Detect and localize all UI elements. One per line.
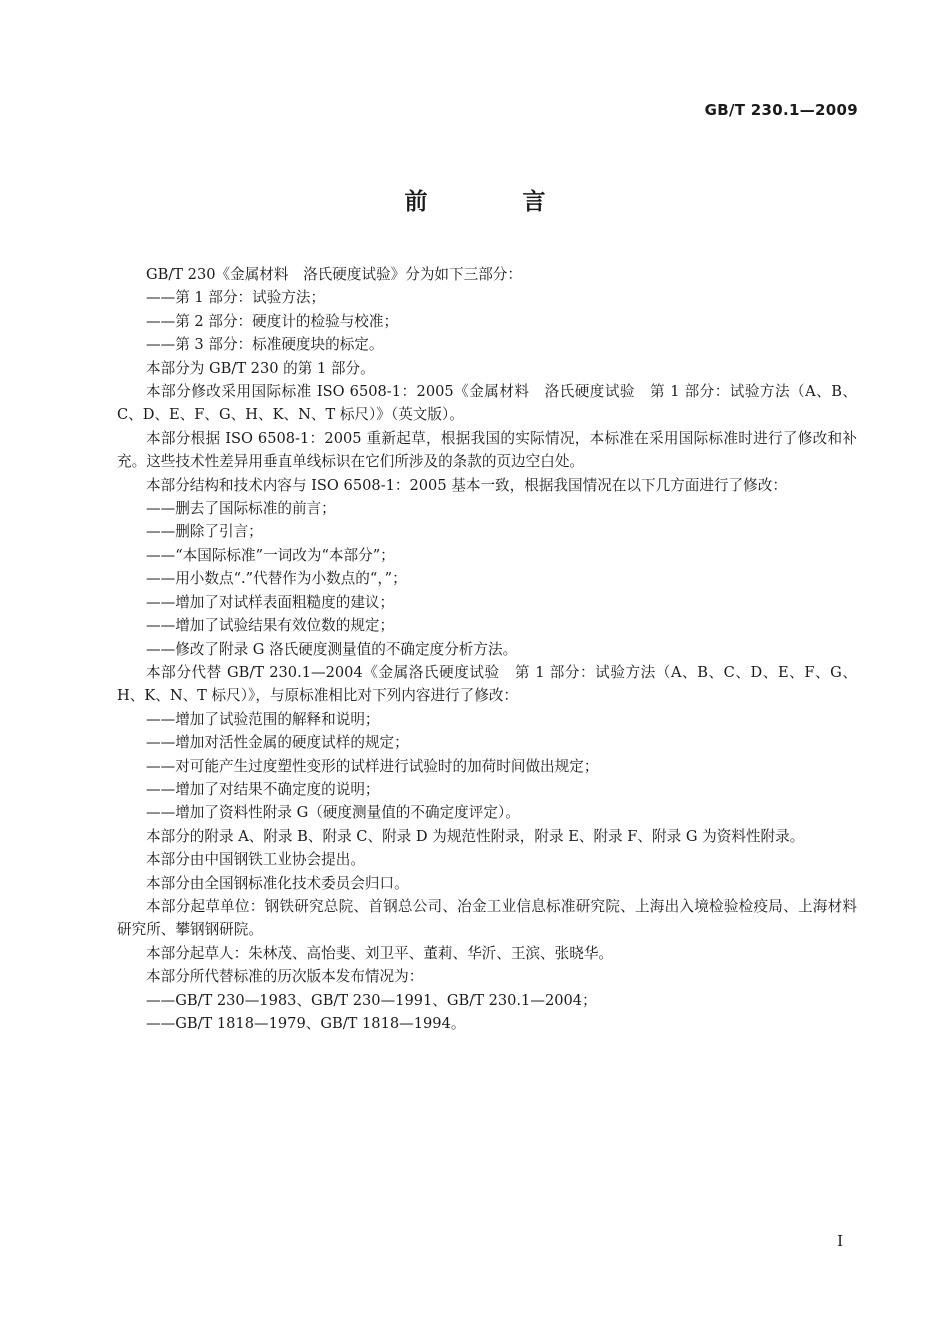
standard-number: GB/T 230.1—2009 xyxy=(704,101,858,119)
paragraph: 本部分由中国钢铁工业协会提出。 xyxy=(146,851,365,869)
paragraph: 本部分代替 GB/T 230.1—2004《金属洛氏硬度试验 第 1 部分：试验方法（A、B、C、D、E、F、G、H、K、N、T 标尺）》，与原标准相比对下列内容进行了修改： xyxy=(117,663,857,705)
foreword-body xyxy=(117,263,857,1035)
list-item: ——增加了资料性附录 G（硬度测量值的不确定度评定）。 xyxy=(146,804,520,822)
paragraph: 本部分的附录 A、附录 B、附录 C、附录 D 为规范性附录，附录 E、附录 F、附录 G 为资料性附录。 xyxy=(146,827,805,845)
paragraph: 本部分修改采用国际标准 ISO 6508-1：2005《金属材料 洛氏硬度试验 第 1 部分：试验方法（A、B、C、D、E、F、G、H、K、N、T 标尺）》（英文版）。 xyxy=(117,383,857,424)
list-item: ——删去了国际标准的前言； xyxy=(146,500,336,518)
list-item: ——第 1 部分：试验方法； xyxy=(146,289,326,307)
list-item: ——GB/T 1818—1979、GB/T 1818—1994。 xyxy=(146,1015,466,1032)
paragraph: 本部分结构和技术内容与 ISO 6508-1：2005 基本一致，根据我国情况在以下几方面进行了修改： xyxy=(146,476,787,494)
list-item: ——删除了引言； xyxy=(146,523,263,541)
paragraph: 本部分起草单位：钢铁研究总院、首钢总公司、冶金工业信息标准研究院、上海出入境检验检疫局、上海材料研究所、攀钢钢研院。 xyxy=(117,897,857,939)
list-item: ——对可能产生过度塑性变形的试样进行试验时的加荷时间做出规定； xyxy=(146,757,599,775)
page-number: I xyxy=(837,1232,843,1250)
list-item: ——GB/T 230—1983、GB/T 230—1991、GB/T 230.1—2004； xyxy=(146,991,597,1009)
paragraph: 本部分为 GB/T 230 的第 1 部分。 xyxy=(146,359,375,377)
list-item: ——增加了对试样表面粗糙度的建议； xyxy=(146,593,395,611)
list-item: ——修改了附录 G 洛氏硬度测量值的不确定度分析方法。 xyxy=(146,640,518,658)
list-item: ——增加了对结果不确定度的说明； xyxy=(146,780,380,798)
paragraph: 本部分由全国钢标准化技术委员会归口。 xyxy=(146,874,409,892)
list-item: ——第 2 部分：硬度计的检验与校准； xyxy=(146,312,399,330)
list-item: ——增加了试验范围的解释和说明； xyxy=(146,710,380,728)
list-item: ——第 3 部分：标准硬度块的标定。 xyxy=(146,336,384,354)
list-item: ——增加了试验结果有效位数的规定； xyxy=(146,617,395,635)
paragraph: 本部分所代替标准的历次版本发布情况为： xyxy=(146,968,424,986)
paragraph: GB/T 230《金属材料 洛氏硬度试验》分为如下三部分： xyxy=(146,266,522,283)
list-item: ——“本国际标准”一词改为“本部分”； xyxy=(146,546,395,564)
page-title: 前 言 xyxy=(404,189,582,215)
paragraph: 本部分起草人：朱林茂、高怡斐、刘卫平、董莉、华沂、王滨、张晓华。 xyxy=(146,944,614,962)
paragraph: 本部分根据 ISO 6508-1：2005 重新起草，根据我国的实际情况，本标准在采用国际标准时进行了修改和补充。这些技术性差异用垂直单线标识在它们所涉及的条款的页边空白处。 xyxy=(117,429,857,471)
list-item: ——用小数点“.”代替作为小数点的“，”； xyxy=(146,570,407,588)
list-item: ——增加对活性金属的硬度试样的规定； xyxy=(146,734,409,752)
